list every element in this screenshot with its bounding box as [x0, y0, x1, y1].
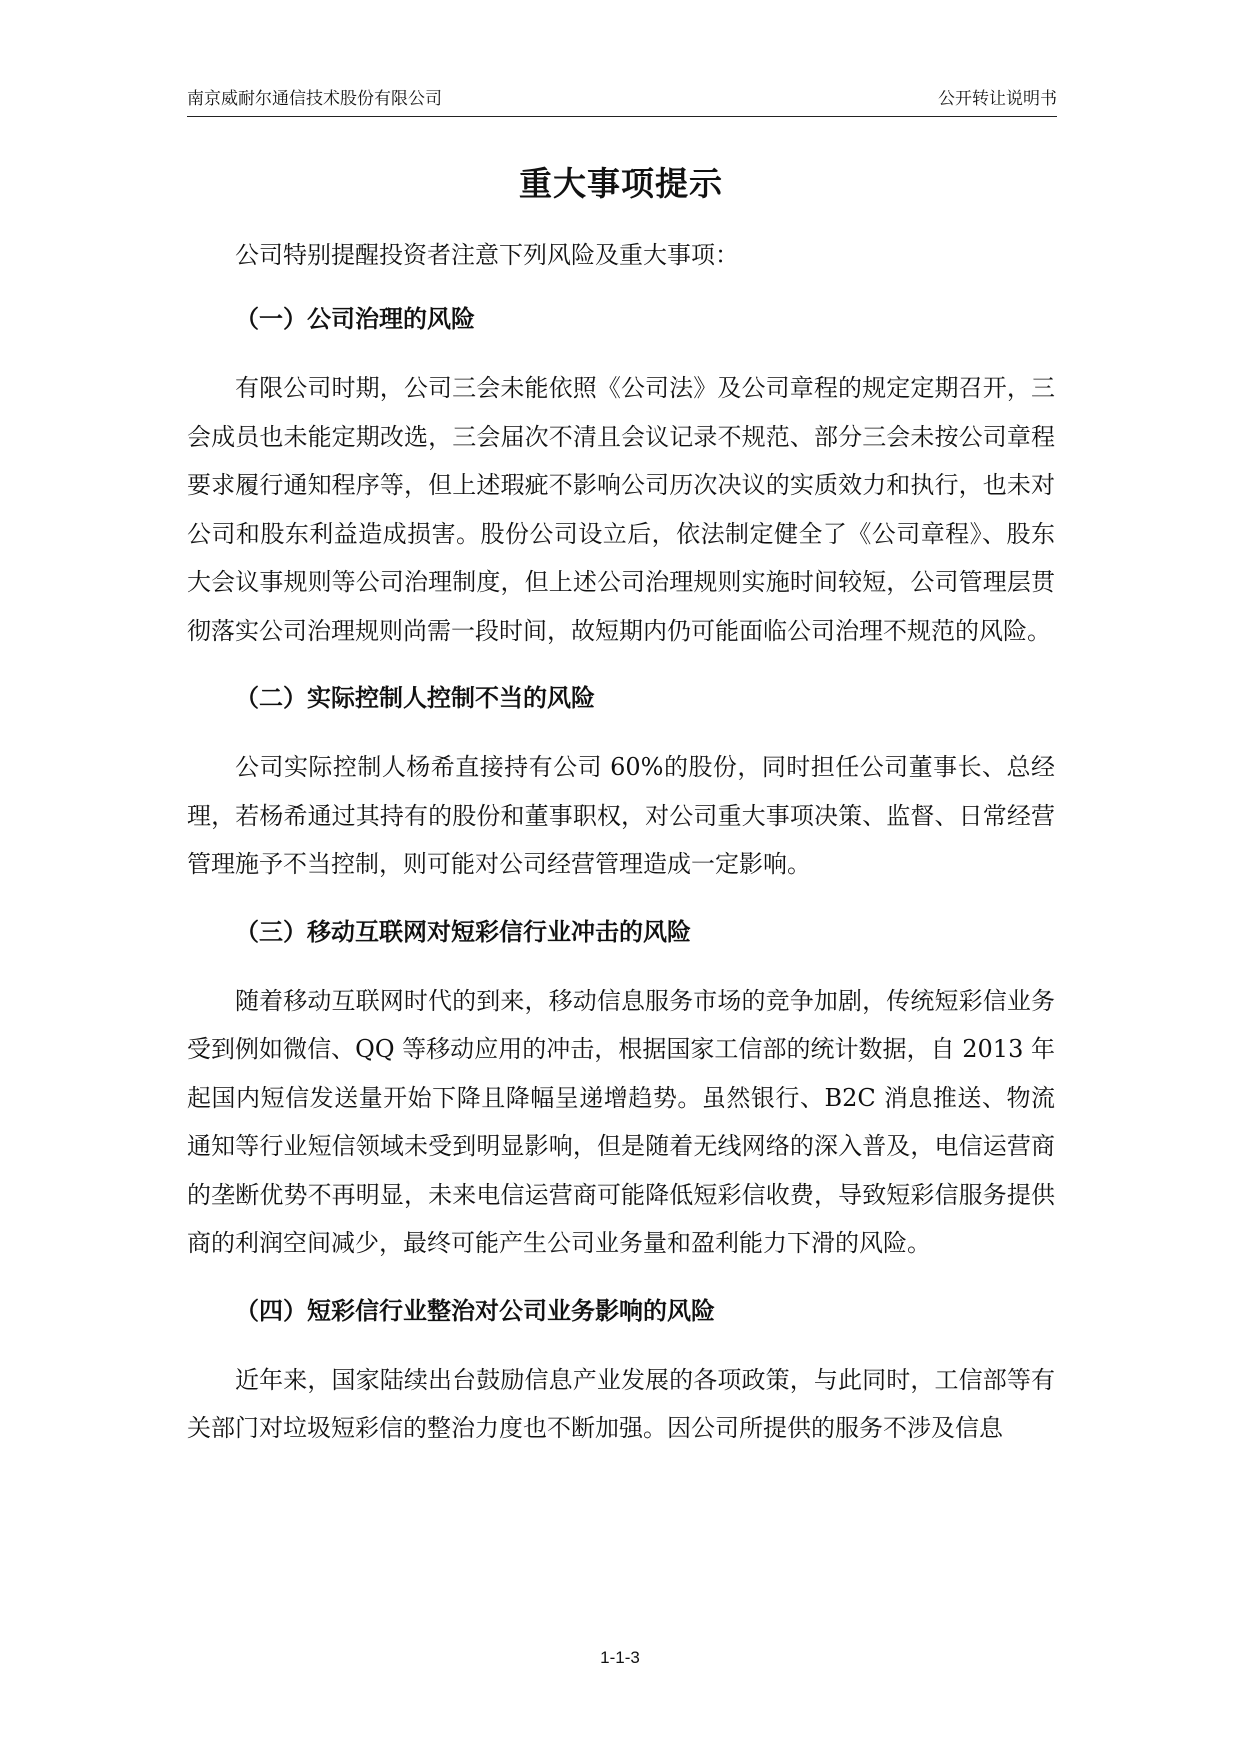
header-company-name: 南京威耐尔通信技术股份有限公司 [187, 89, 442, 109]
section-text-mobile-internet-risk: 随着移动互联网时代的到来，移动信息服务市场的竞争加剧，传统短彩信业务受到例如微信、QQ 等移动应用的冲击，根据国家工信部的统计数据，自 2013 年起国内短信发送量开始下降且降幅呈递增趋势。虽然银行、B2C 消息推送、物流通知等行业短信领域未受到明显影响，但是随着无线网络的深入普及，电信运营商的垄断优势不再明显，未来电信运营商可能降低短彩信收费，导致短彩信服务提供商的利润空间减少，最终可能产生公司业务量和盈利能力下滑的风险。 [187, 986, 1055, 1257]
intro-paragraph: 公司特别提醒投资者注意下列风险及重大事项： [235, 241, 739, 269]
section-text-regulation-risk: 近年来，国家陆续出台鼓励信息产业发展的各项政策，与此同时，工信部等有关部门对垃圾短彩信的整治力度也不断加强。因公司所提供的服务不涉及信息 [187, 1365, 1055, 1442]
document-body [187, 156, 1055, 1453]
section-text-controller-risk: 公司实际控制人杨希直接持有公司 60%的股份，同时担任公司董事长、总经理，若杨希通过其持有的股份和董事职权，对公司重大事项决策、监督、日常经营管理施予不当控制，则可能对公司经营管理造成一定影响。 [187, 753, 1055, 878]
page-header [187, 86, 1057, 117]
section-heading-controller-risk: （二）实际控制人控制不当的风险 [235, 683, 595, 712]
section-text-governance-risk: 有限公司时期，公司三会未能依照《公司法》及公司章程的规定定期召开，三会成员也未能定期改选，三会届次不清且会议记录不规范、部分三会未按公司章程要求履行通知程序等，但上述瑕疵不影响公司历次决议的实质效力和执行，也未对公司和股东利益造成损害。股份公司设立后，依法制定健全了《公司章程》、股东大会议事规则等公司治理制度，但上述公司治理规则实施时间较短，公司管理层贯彻落实公司治理规则尚需一段时间，故短期内仍可能面临公司治理不规范的风险。 [187, 374, 1055, 645]
section-heading-mobile-internet-risk: （三）移动互联网对短彩信行业冲击的风险 [235, 916, 691, 946]
section-heading-governance-risk: （一）公司治理的风险 [235, 304, 475, 333]
page-number: 1-1-3 [600, 1648, 640, 1667]
section-heading-regulation-risk: （四）短彩信行业整治对公司业务影响的风险 [235, 1295, 715, 1325]
page-title: 重大事项提示 [519, 164, 723, 203]
header-document-type: 公开转让说明书 [938, 89, 1057, 109]
